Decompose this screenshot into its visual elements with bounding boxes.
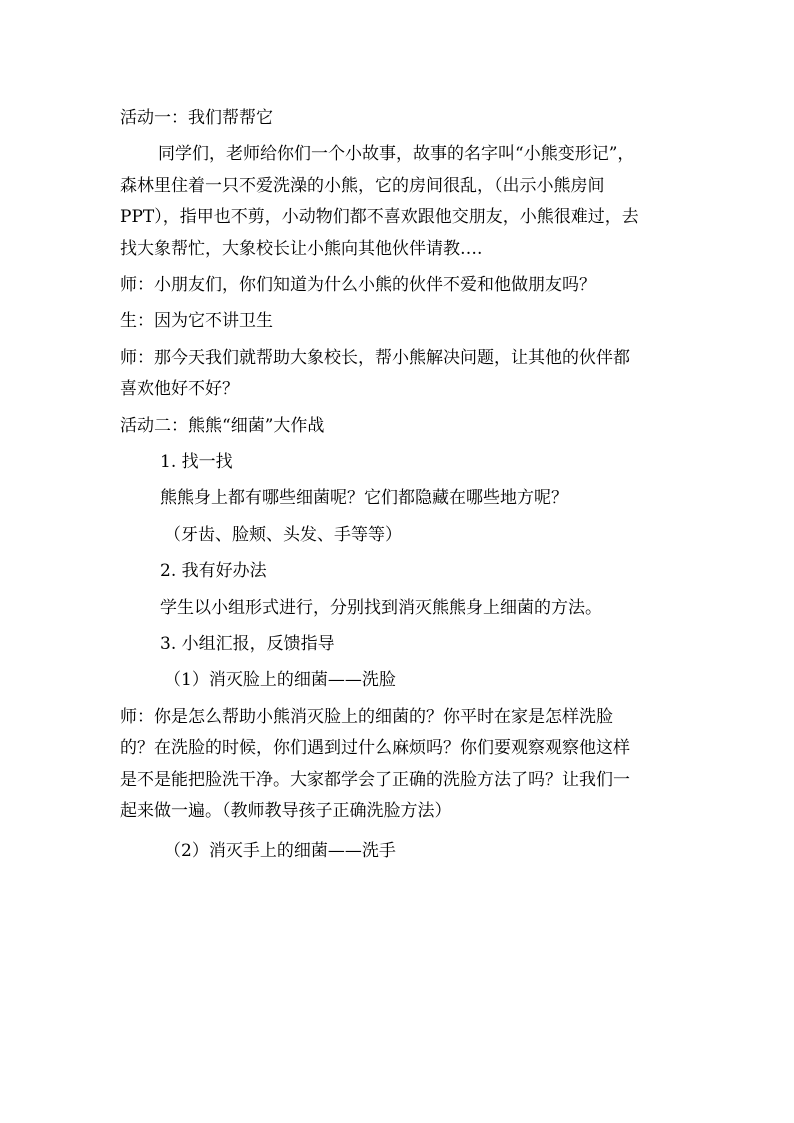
activity1-heading: 活动一：我们帮帮它 bbox=[120, 108, 273, 128]
teacher-question-1: 师：小朋友们，你们知道为什么小熊的伙伴不爱和他做朋友吗？ bbox=[120, 274, 596, 295]
teacher-question-2-line: 喜欢他好不好？ bbox=[120, 379, 239, 400]
step1-question: 熊熊身上都有哪些细菌呢？它们都隐藏在哪些地方呢？ bbox=[160, 488, 568, 509]
teacher-question-2 bbox=[120, 343, 676, 406]
document-body bbox=[120, 103, 676, 868]
teacher-face-line: 师：你是怎么帮助小熊消灭脸上的细菌的？你平时在家是怎样洗脸 bbox=[120, 706, 613, 727]
story-paragraph bbox=[120, 139, 676, 265]
teacher-face-paragraph bbox=[120, 702, 676, 828]
step2-description: 学生以小组形式进行，分别找到消灭熊熊身上细菌的方法。 bbox=[160, 597, 602, 618]
teacher-question-2-line: 师：那今天我们就帮助大象校长，帮小熊解决问题，让其他的伙伴都 bbox=[120, 347, 630, 368]
step3-title: 3. 小组汇报，反馈指导 bbox=[160, 634, 335, 654]
step2-title: 2. 我有好办法 bbox=[160, 561, 267, 582]
step1-title: 1. 找一找 bbox=[160, 451, 233, 472]
sub1-title: （1）消灭脸上的细菌——洗脸 bbox=[164, 670, 396, 691]
teacher-face-line: 是不是能把脸洗干净。大家都学会了正确的洗脸方法了吗？让我们一 bbox=[120, 769, 630, 790]
step1-answer: （牙齿、脸颊、头发、手等等） bbox=[164, 524, 402, 545]
story-line: 森林里住着一只不爱洗澡的小熊，它的房间很乱，（出示小熊房间 bbox=[120, 175, 605, 196]
story-line: PPT），指甲也不剪，小动物们都不喜欢跟他交朋友，小熊很难过，去 bbox=[120, 207, 639, 228]
teacher-face-line: 起来做一遍。（教师教导孩子正确洗脸方法） bbox=[120, 800, 452, 821]
teacher-face-line: 的？在洗脸的时候，你们遇到过什么麻烦吗？你们要观察观察他这样 bbox=[120, 738, 630, 759]
story-line: 找大象帮忙，大象校长让小熊向其他伙伴请教…. bbox=[120, 238, 483, 259]
student-answer-1: 生：因为它不讲卫生 bbox=[120, 311, 273, 332]
sub2-title: （2）消灭手上的细菌——洗手 bbox=[164, 841, 396, 862]
activity2-heading: 活动二：熊熊“细菌”大作战 bbox=[120, 415, 325, 436]
story-line: 同学们，老师给你们一个小故事，故事的名字叫“小熊变形记”， bbox=[158, 144, 635, 165]
